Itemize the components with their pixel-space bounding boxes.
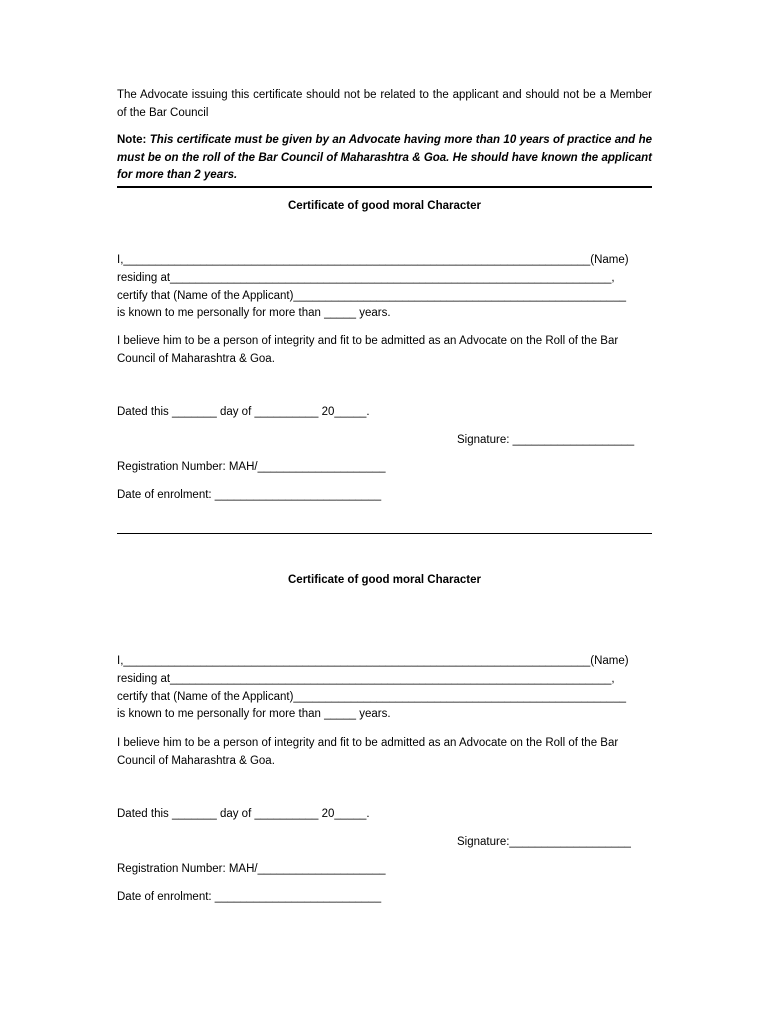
enrolment-line-2: Date of enrolment: __________________________ xyxy=(117,891,382,903)
certify-line-2: certify that (Name of the Applicant)____________________________________________________ xyxy=(117,691,626,703)
certify-line-1: certify that (Name of the Applicant)____________________________________________________ xyxy=(117,290,626,302)
certificate-title-1: Certificate of good moral Character xyxy=(288,200,481,212)
signature-line-2: Signature:___________________ xyxy=(457,836,631,848)
signature-line-1: Signature: ___________________ xyxy=(457,434,635,446)
residing-line-2: residing at_____________________________________________________________________, xyxy=(117,673,615,685)
registration-line-2: Registration Number: MAH/____________________ xyxy=(117,863,386,875)
known-line-2: is known to me personally for more than _____ years. xyxy=(117,708,391,720)
residing-line-1: residing at_____________________________________________________________________, xyxy=(117,272,615,284)
name-line-1: I,_________________________________________________________________________(Name) xyxy=(117,254,629,266)
belief-paragraph-1: I believe him to be a person of integrity and fit to be admitted as an Advocate on the Roll of the Bar Council of Maharashtra & Goa. xyxy=(117,335,619,365)
note-text: This certificate must be given by an Advocate having more than 10 years of practice and he must be on the roll of the Bar Council of Maharashtra & Goa. He should have known the applicant for more than 2 years. xyxy=(117,134,652,181)
section-divider xyxy=(117,533,652,534)
enrolment-line-1: Date of enrolment: __________________________ xyxy=(117,489,382,501)
intro-text: The Advocate issuing this certificate should not be related to the applicant and should not be a Member of the Bar Council xyxy=(117,89,652,119)
dated-line-2: Dated this _______ day of __________ 20_____. xyxy=(117,808,370,820)
note-paragraph xyxy=(117,132,652,185)
registration-line-1: Registration Number: MAH/____________________ xyxy=(117,461,386,473)
belief-paragraph-2: I believe him to be a person of integrity and fit to be admitted as an Advocate on the Roll of the Bar Council of Maharashtra & Goa. xyxy=(117,737,619,767)
dated-line-1: Dated this _______ day of __________ 20_____. xyxy=(117,406,370,418)
note-label: Note: xyxy=(117,134,147,146)
note-divider xyxy=(117,186,652,188)
certificate-title-2: Certificate of good moral Character xyxy=(288,574,481,586)
name-line-2: I,_________________________________________________________________________(Name) xyxy=(117,655,629,667)
known-line-1: is known to me personally for more than _____ years. xyxy=(117,307,391,319)
